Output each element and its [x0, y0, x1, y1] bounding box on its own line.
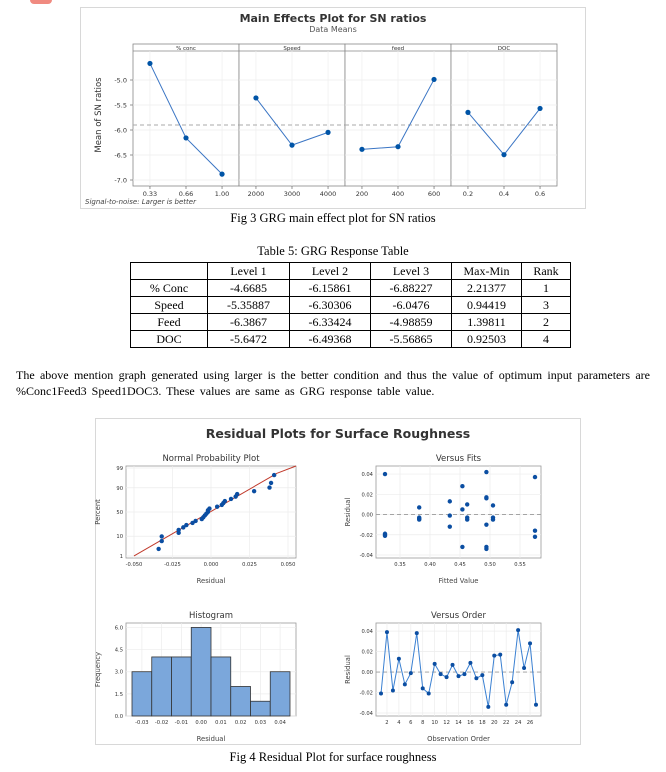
data-point: [253, 95, 258, 100]
data-point: [457, 674, 461, 678]
tick-label: 3.0: [114, 669, 123, 676]
table-header-cell: Max-Min: [452, 263, 522, 280]
table-cell: % Conc: [131, 280, 208, 297]
table-cell: -6.88227: [371, 280, 452, 297]
data-point: [465, 110, 470, 115]
table-cell: 2.21377: [452, 280, 522, 297]
tick-label: 1.5: [114, 691, 123, 698]
x-tick-label: 0.4: [498, 190, 510, 198]
panel-label: feed: [391, 45, 405, 52]
data-point: [448, 513, 452, 517]
data-point: [359, 147, 364, 152]
data-point: [385, 630, 389, 634]
tick-label: 0.40: [424, 562, 436, 568]
tick-label: 1: [119, 554, 123, 560]
tick-label: 0.04: [361, 629, 373, 636]
table-cell: 1.39811: [452, 314, 522, 331]
data-point: [480, 673, 484, 677]
subplot-title: Versus Fits: [435, 454, 482, 464]
tick-label: 0.03: [254, 720, 267, 726]
tick-label: 4: [397, 720, 401, 726]
data-point: [516, 628, 520, 632]
footnote: Signal-to-noise: Larger is better: [85, 198, 196, 206]
table-header-cell: [131, 263, 208, 280]
data-point: [272, 473, 276, 477]
x-axis-label: Residual: [196, 735, 226, 743]
tick-label: 0.50: [484, 562, 496, 568]
data-point: [383, 472, 387, 476]
data-point: [465, 517, 469, 521]
tick-label: 50: [116, 510, 123, 516]
tick-label: 6: [409, 720, 413, 726]
tick-label: -0.04: [359, 553, 373, 559]
data-point: [484, 547, 488, 551]
tick-label: 12: [443, 720, 450, 726]
data-point: [491, 503, 495, 507]
panel-label: % conc: [176, 45, 196, 52]
tick-label: 22: [502, 720, 510, 726]
tick-label: 10: [431, 720, 438, 726]
data-point: [484, 522, 488, 526]
x-tick-label: 3000: [283, 190, 301, 198]
data-point: [474, 676, 478, 680]
data-point: [431, 77, 436, 82]
table-cell: 0.92503: [452, 331, 522, 348]
data-point: [147, 61, 152, 66]
tick-label: 18: [479, 720, 486, 726]
tick-label: -0.050: [125, 562, 143, 568]
x-tick-label: 0.6: [534, 190, 546, 198]
data-point: [510, 680, 514, 684]
data-point: [267, 485, 271, 489]
tick-label: 0.55: [514, 562, 526, 568]
y-axis-label: Mean of SN ratios: [94, 77, 104, 153]
decorative-mark: [30, 0, 52, 4]
histogram-bar: [251, 701, 271, 716]
table-row: [131, 314, 571, 331]
tick-label: 0.00: [361, 670, 373, 677]
y-tick-label: -6.5: [114, 151, 127, 160]
table-cell: 0.94419: [452, 297, 522, 314]
x-tick-label: 600: [427, 190, 441, 198]
x-tick-label: 400: [391, 190, 405, 198]
body-paragraph: The above mention graph generated using larger is the better condition and thus the value of optimum input parameters are %Conc1Feed3 Speed1DOC3. These values are same as GRG response table value.: [16, 368, 650, 398]
histogram-bar: [152, 657, 172, 716]
x-tick-label: 0.66: [178, 190, 194, 198]
tick-label: 2: [385, 720, 389, 726]
tick-label: 0.00: [361, 512, 373, 519]
table-cell: -6.49368: [290, 331, 371, 348]
tick-label: 0.01: [215, 720, 227, 726]
tick-label: 10: [116, 534, 123, 541]
data-point: [223, 499, 227, 503]
y-axis-label: Residual: [344, 655, 352, 684]
residual-plots-figure: [95, 418, 581, 745]
table-header-row: [131, 263, 571, 280]
x-axis-label: Observation Order: [427, 735, 490, 743]
table-cell: DOC: [131, 331, 208, 348]
panel-label: Speed: [283, 45, 301, 52]
tick-label: 20: [490, 720, 498, 726]
table-header-cell: Rank: [522, 263, 571, 280]
tick-label: 0.025: [242, 562, 257, 568]
table-cell: Speed: [131, 297, 208, 314]
table-cell: 4: [522, 331, 571, 348]
data-point: [504, 703, 508, 707]
x-tick-label: 0.33: [142, 190, 158, 198]
data-point: [207, 506, 211, 510]
data-point: [522, 666, 526, 670]
subplot-title: Normal Probability Plot: [162, 454, 260, 464]
tick-label: 0.04: [274, 720, 286, 726]
table-header-cell: Level 3: [371, 263, 452, 280]
data-point: [451, 663, 455, 667]
table-cell: 2: [522, 314, 571, 331]
table-row: [131, 280, 571, 297]
table-cell: -6.30306: [290, 297, 371, 314]
histogram-bar: [132, 672, 152, 716]
y-axis-label: Residual: [344, 497, 352, 527]
data-point: [184, 523, 188, 527]
y-axis-label: Frequency: [94, 651, 102, 688]
data-point: [415, 631, 419, 635]
data-point: [391, 688, 395, 692]
tick-label: -0.02: [154, 720, 169, 726]
x-tick-label: 200: [355, 190, 369, 198]
tick-label: -0.01: [174, 720, 189, 726]
data-point: [448, 499, 452, 503]
data-point: [501, 152, 506, 157]
table-cell: -4.98859: [371, 314, 452, 331]
data-point: [533, 475, 537, 479]
table-cell: -6.33424: [290, 314, 371, 331]
data-point: [460, 507, 464, 511]
table-cell: -5.56865: [371, 331, 452, 348]
data-point: [421, 686, 425, 690]
tick-label: 0.04: [361, 472, 373, 479]
data-point: [160, 539, 164, 543]
tick-label: 0.000: [203, 562, 219, 568]
data-point: [409, 671, 413, 675]
data-point: [533, 535, 537, 539]
histogram-bar: [270, 672, 290, 716]
main-effects-figure: [80, 7, 586, 209]
table-cell: -4.6685: [208, 280, 290, 297]
data-point: [534, 703, 538, 707]
tick-label: 90: [116, 485, 123, 492]
table-header-cell: Level 2: [290, 263, 371, 280]
data-point: [269, 481, 273, 485]
data-point: [439, 672, 443, 676]
tick-label: 16: [467, 720, 474, 726]
tick-label: 0.050: [280, 562, 296, 568]
subplot-title: Histogram: [188, 611, 234, 621]
chart-title: Main Effects Plot for SN ratios: [239, 12, 427, 25]
data-point: [176, 528, 180, 532]
tick-label: 0.0: [114, 714, 123, 720]
table-cell: -6.15861: [290, 280, 371, 297]
data-point: [498, 653, 502, 657]
y-tick-label: -7.0: [114, 176, 127, 185]
histogram-bar: [172, 657, 192, 716]
tick-label: 26: [526, 720, 534, 726]
x-tick-label: 0.2: [462, 190, 474, 198]
table-cell: -6.3867: [208, 314, 290, 331]
residual-plots-chart: [96, 419, 580, 744]
data-point: [427, 692, 431, 696]
data-point: [183, 135, 188, 140]
data-point: [491, 517, 495, 521]
tick-label: -0.025: [164, 562, 181, 568]
data-point: [486, 705, 490, 709]
tick-label: 8: [421, 720, 425, 726]
y-tick-label: -6.0: [114, 126, 127, 135]
y-axis-label: Percent: [94, 499, 102, 525]
tick-label: -0.03: [135, 720, 149, 726]
data-point: [537, 106, 542, 111]
data-point: [235, 492, 239, 496]
data-point: [484, 470, 488, 474]
tick-label: 0.00: [195, 720, 207, 726]
tick-label: 0.02: [361, 492, 373, 499]
histogram-bar: [231, 686, 251, 716]
data-point: [528, 641, 532, 645]
table-5-title: Table 5: GRG Response Table: [257, 244, 409, 258]
data-point: [219, 172, 224, 177]
data-point: [229, 497, 233, 501]
x-tick-label: 1.00: [214, 190, 230, 198]
figure-3-caption: Fig 3 GRG main effect plot for SN ratios: [230, 211, 436, 225]
figure-4-caption: Fig 4 Residual Plot for surface roughness: [229, 750, 437, 764]
data-point: [160, 534, 164, 538]
y-tick-label: -5.0: [114, 76, 127, 85]
data-point: [462, 672, 466, 676]
data-point: [289, 143, 294, 148]
y-tick-label: -5.5: [114, 101, 127, 110]
data-point: [468, 661, 472, 665]
data-point: [156, 547, 160, 551]
table-cell: Feed: [131, 314, 208, 331]
plot-frame: [376, 466, 541, 558]
grg-response-table: [130, 262, 571, 348]
tick-label: 0.02: [361, 649, 373, 656]
tick-label: 4.5: [114, 647, 123, 654]
figure-title: Residual Plots for Surface Roughness: [205, 426, 471, 441]
data-point: [460, 484, 464, 488]
data-point: [484, 496, 488, 500]
panel-label: DOC: [497, 45, 511, 52]
x-tick-label: 4000: [319, 190, 337, 198]
histogram-bar: [191, 627, 211, 716]
data-point: [325, 130, 330, 135]
data-point: [193, 519, 197, 523]
x-axis-label: Residual: [196, 577, 226, 585]
data-point: [417, 517, 421, 521]
data-point: [460, 545, 464, 549]
table-cell: 3: [522, 297, 571, 314]
main-effects-chart: [81, 8, 585, 208]
data-point: [397, 657, 401, 661]
x-axis-label: Fitted Value: [438, 577, 479, 585]
chart-subtitle: Data Means: [309, 25, 357, 34]
data-point: [252, 489, 256, 493]
table-cell: -5.35887: [208, 297, 290, 314]
tick-label: 99: [116, 466, 123, 472]
tick-label: 14: [455, 720, 462, 726]
subplot-title: Versus Order: [431, 611, 486, 621]
x-tick-label: 2000: [247, 190, 265, 198]
table-row: [131, 331, 571, 348]
data-point: [533, 529, 537, 533]
table-header-cell: Level 1: [208, 263, 290, 280]
histogram-bar: [211, 657, 231, 716]
data-point: [379, 692, 383, 696]
data-point: [492, 654, 496, 658]
tick-label: 0.35: [394, 562, 406, 568]
tick-label: 24: [514, 720, 522, 726]
table-row: [131, 297, 571, 314]
data-point: [465, 502, 469, 506]
data-point: [403, 682, 407, 686]
data-point: [445, 675, 449, 679]
data-point: [383, 534, 387, 538]
data-point: [448, 524, 452, 528]
data-point: [215, 505, 219, 509]
tick-label: -0.02: [359, 532, 373, 539]
tick-label: -0.02: [359, 690, 373, 697]
data-point: [417, 505, 421, 509]
data-point: [395, 144, 400, 149]
data-point: [433, 662, 437, 666]
table-cell: 1: [522, 280, 571, 297]
tick-label: 0.02: [234, 720, 247, 726]
tick-label: 6.0: [114, 625, 123, 632]
table-cell: -5.6472: [208, 331, 290, 348]
tick-label: 0.45: [454, 562, 466, 568]
table-cell: -6.0476: [371, 297, 452, 314]
tick-label: -0.04: [359, 711, 373, 717]
